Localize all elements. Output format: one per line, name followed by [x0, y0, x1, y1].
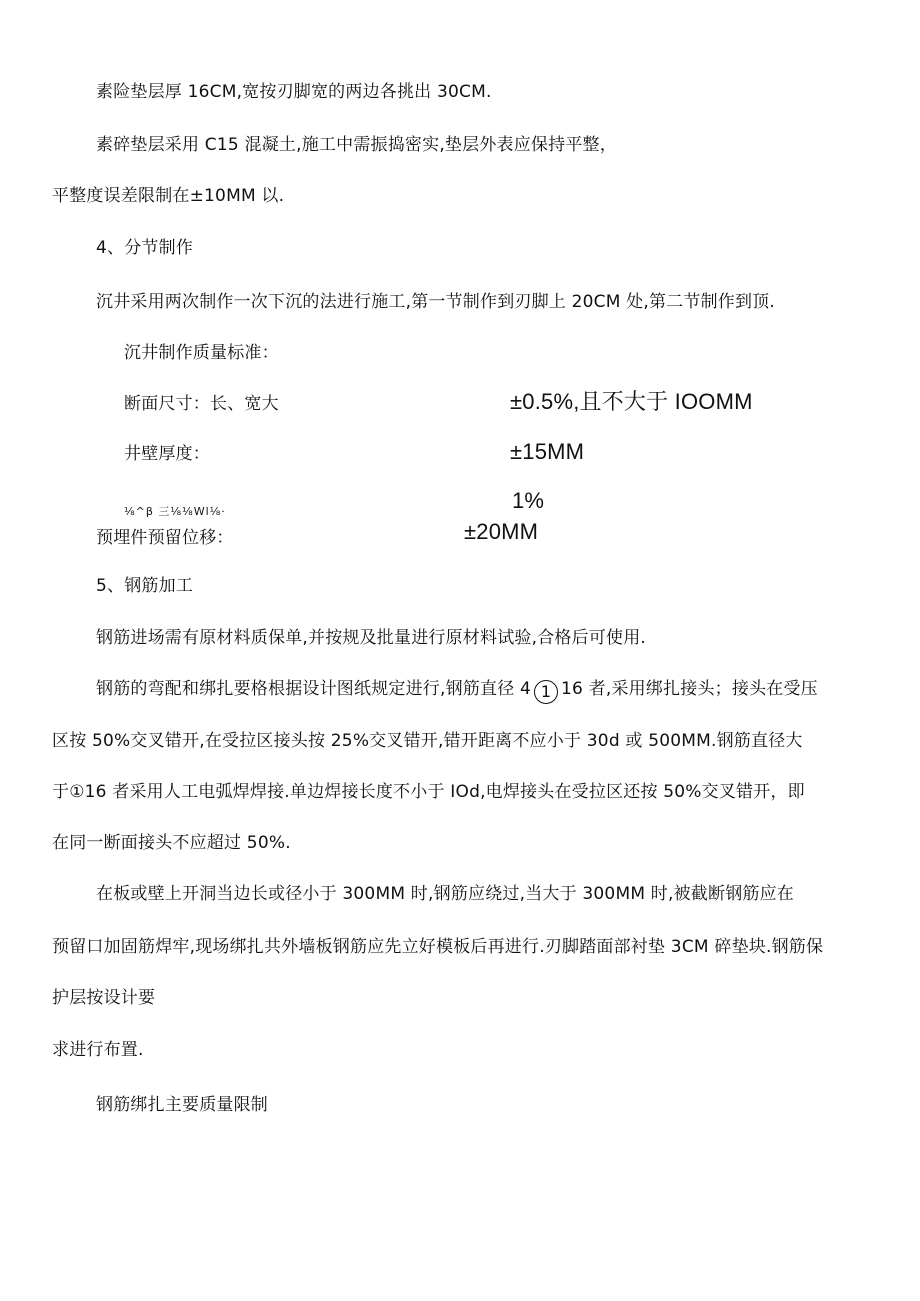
paragraph-openings-line-2: 预留口加固筋焊牢,现场绑扎共外墙板钢筋应先立好模板后再进行.刃脚踏面部衬垫 3CM 碎垫块.钢筋保 [52, 937, 824, 957]
rebar-text-a: 钢筋的弯配和绑扎要格根据设计图纸规定进行,钢筋直径 4 [96, 679, 532, 699]
paragraph-rebar-binding-line-4: 在同一断面接头不应超过 50%. [52, 833, 291, 853]
heading-section-4: 4、分节制作 [96, 238, 194, 258]
std-row-value: ±0.5%,且不大于 IOOMM [510, 389, 753, 414]
rebar-text-b: 16 者,采用绑扎接头；接头在受压 [561, 679, 818, 699]
std-row-label: 断面尺寸：长、宽大 [124, 394, 279, 414]
std-row-value: 1% [512, 488, 545, 513]
paragraph-rebar-binding-line-1 [96, 677, 818, 704]
paragraph-openings-line-4: 求进行布置. [52, 1040, 144, 1060]
std-row-value: ±15MM [510, 439, 585, 464]
paragraph-openings-line-1: 在板或壁上开洞当边长或径小于 300MM 时,钢筋应绕过,当大于 300MM 时,被截断钢筋应在 [96, 884, 794, 904]
paragraph-cushion-concrete: 素碎垫层采用 C15 混凝土,施工中需振捣密实,垫层外表应保持平整， [96, 135, 617, 155]
paragraph-openings-line-3: 护层按设计要 [52, 988, 156, 1008]
paragraph-rebar-inspection: 钢筋进场需有原材料质保单,并按规及批量进行原材料试验,合格后可使用. [96, 628, 647, 648]
paragraph-cushion-thickness: 素险垫层厚 16CM,宽按刃脚宽的两边各挑出 30CM. [96, 82, 492, 102]
std-row-label: 预埋件预留位移： [96, 528, 234, 548]
paragraph-rebar-binding-line-2: 区按 50%交叉错开,在受拉区接头按 25%交叉错开,错开距离不应小于 30d 或 500MM.钢筋直径大 [52, 731, 803, 751]
paragraph-binding-quality-title: 钢筋绑扎主要质量限制 [96, 1095, 268, 1115]
paragraph-segmented-casting: 沉井采用两次制作一次下沉的法进行施工,第一节制作到刃脚上 20CM 处,第二节制作到顶. [96, 292, 775, 312]
paragraph-rebar-binding-line-3: 于①16 者采用人工电弧焊焊接.单边焊接长度不小于 IOd,电焊接头在受拉区还按 50%交叉错开，即 [52, 782, 805, 802]
quality-standard-title: 沉井制作质量标准： [124, 343, 279, 363]
paragraph-flatness-tolerance: 平整度误差限制在±10MM 以. [52, 186, 285, 206]
circled-number-icon: 1 [534, 680, 558, 704]
heading-section-5: 5、钢筋加工 [96, 576, 194, 596]
std-row-value: ±20MM [464, 519, 539, 544]
std-row-label-garbled: ⅛^β 三⅛⅛Wl⅛· [124, 505, 226, 518]
std-row-label: 井壁厚度： [124, 444, 210, 464]
